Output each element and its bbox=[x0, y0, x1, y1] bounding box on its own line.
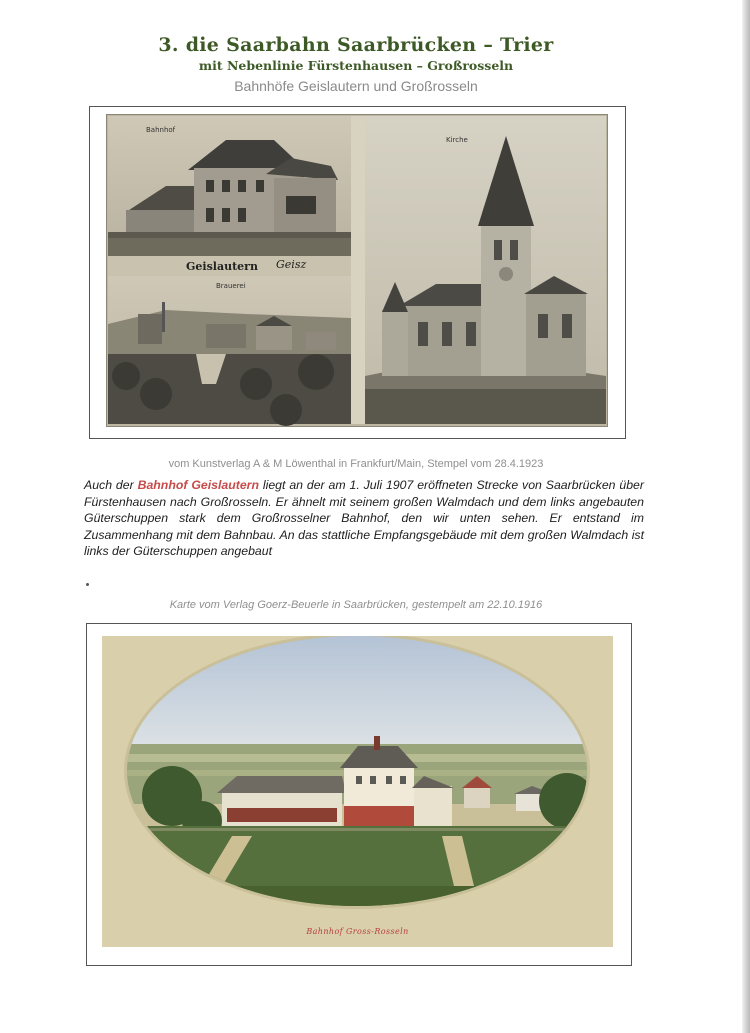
scan-edge bbox=[742, 0, 750, 1033]
place-name-geislautern: Geislautern bbox=[186, 260, 258, 273]
postcard-grossrosseln bbox=[102, 636, 613, 947]
caption-postcard-1: vom Kunstverlag A & M Löwenthal in Frankfurt/Main, Stempel vom 28.4.1923 bbox=[168, 458, 544, 470]
description-paragraph bbox=[84, 477, 644, 560]
paragraph-lead: Auch der bbox=[84, 478, 138, 492]
postcard-geislautern bbox=[106, 114, 608, 427]
section-heading: Bahnhöfe Geislautern und Großrosseln bbox=[234, 78, 478, 94]
label-bahnhof: Bahnhof bbox=[146, 126, 176, 134]
page-title: 3. die Saarbahn Saarbrücken – Trier bbox=[158, 34, 554, 56]
page-subtitle: mit Nebenlinie Fürstenhausen – Großrosseln bbox=[198, 58, 514, 73]
stray-dot bbox=[86, 583, 89, 586]
handwritten-signature: Geisz bbox=[276, 258, 307, 271]
postcard-grossrosseln-image bbox=[102, 636, 613, 947]
label-brauerei: Brauerei bbox=[216, 282, 246, 290]
label-kirche: Kirche bbox=[446, 136, 468, 144]
caption-postcard-2: Karte vom Verlag Goerz-Beuerle in Saarbrücken, gestempelt am 22.10.1916 bbox=[169, 599, 543, 611]
paragraph-highlight: Bahnhof Geislautern bbox=[137, 478, 259, 492]
postcard-geislautern-image bbox=[106, 114, 608, 427]
postcard-2-title: Bahnhof Gross-Rosseln bbox=[306, 927, 409, 936]
paragraph-body: liegt an der am 1. Juli 1907 eröffneten Strecke von Saarbrücken über Fürstenhausen nach Großrosseln. Er ähnelt mit seinem großen Walmdach und dem links angebauten Güterschuppen stark dem Großrosselner Bahnhof, den wir unten sehen. Er entstand im Zusammenhang mit dem Bahnbau. An das stattliche Empfangsgebäude mit dem großen Walmdach ist links der Güterschuppen angebaut bbox=[84, 478, 644, 559]
